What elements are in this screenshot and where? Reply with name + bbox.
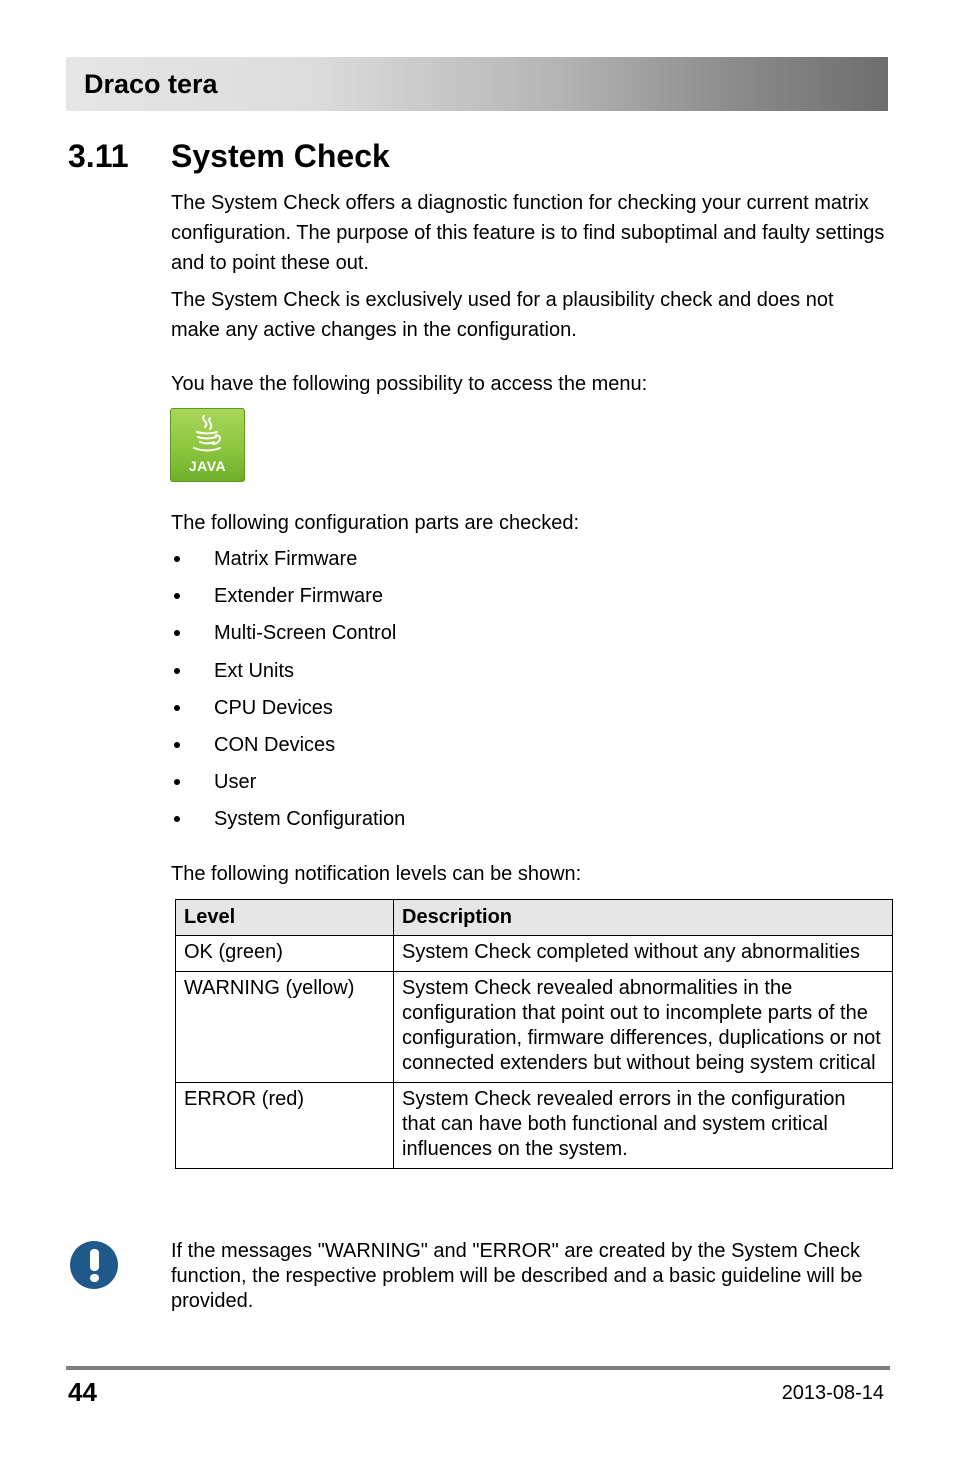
list-item-label: Matrix Firmware	[214, 548, 358, 570]
list-item	[171, 578, 405, 615]
list-item	[171, 727, 405, 764]
list-item	[171, 541, 405, 578]
bullet-icon	[174, 593, 180, 599]
bullet-icon	[174, 742, 180, 748]
product-title: Draco tera	[84, 69, 218, 99]
footer-divider	[66, 1366, 890, 1370]
level-cell: ERROR (red)	[176, 1083, 394, 1169]
table-row	[176, 936, 893, 972]
bullet-icon	[174, 630, 180, 636]
level-cell: OK (green)	[176, 936, 394, 972]
checked-list	[171, 541, 405, 839]
list-item-label: User	[214, 771, 257, 794]
exclamation-icon	[70, 1241, 118, 1289]
levels-intro: The following notification levels can be shown:	[171, 863, 582, 885]
list-item-label: CPU Devices	[214, 696, 333, 719]
bullet-icon	[174, 779, 180, 785]
section-number: 3.11	[68, 138, 129, 174]
level-cell: WARNING (yellow)	[176, 972, 394, 1083]
table-row	[176, 972, 893, 1083]
list-item	[171, 690, 405, 727]
list-item-label: System Configuration	[214, 808, 406, 831]
bullet-icon	[174, 816, 180, 822]
page-number: 44	[68, 1377, 97, 1407]
intro-paragraph-2: The System Check is exclusively used for a plausibility check and does not make any active changes in the configuration.	[171, 289, 834, 341]
java-icon	[170, 408, 245, 482]
header-bar	[66, 57, 888, 111]
list-item	[171, 653, 405, 690]
table-row	[176, 1083, 893, 1169]
bullet-icon	[174, 668, 180, 674]
list-item	[171, 615, 405, 652]
column-header-description: Description	[394, 900, 893, 936]
description-cell: System Check completed without any abnormalities	[394, 936, 893, 972]
note-text: If the messages "WARNING" and "ERROR" are created by the System Check function, the respective problem will be described and a basic guideline will be provided.	[171, 1240, 863, 1312]
list-item-label: Extender Firmware	[214, 585, 383, 608]
bullet-icon	[174, 705, 180, 711]
document-date: 2013-08-14	[781, 1382, 884, 1404]
list-item-label: Ext Units	[214, 659, 295, 682]
access-text: You have the following possibility to access the menu:	[171, 373, 648, 395]
section-title: System Check	[171, 138, 390, 174]
column-header-level: Level	[176, 900, 394, 936]
description-cell: System Check revealed abnormalities in the configuration that point out to incomplete parts of the configuration, firmware differences, duplications or not connected extenders but without being system critical	[394, 972, 893, 1083]
java-label: JAVA	[188, 458, 227, 474]
intro-paragraph-1: The System Check offers a diagnostic function for checking your current matrix configuration. The purpose of this feature is to find suboptimal and faulty settings and to point these out.	[171, 192, 885, 274]
table-header-row	[176, 900, 893, 936]
bullet-icon	[174, 556, 180, 562]
list-item	[171, 801, 405, 838]
section-heading	[68, 136, 390, 176]
levels-table	[175, 899, 893, 1169]
checked-intro: The following configuration parts are checked:	[171, 512, 580, 534]
list-item-label: Multi-Screen Control	[214, 622, 397, 645]
description-cell: System Check revealed errors in the configuration that can have both functional and system critical influences on the system.	[394, 1083, 893, 1169]
list-item	[171, 764, 405, 801]
list-item-label: CON Devices	[214, 733, 336, 756]
